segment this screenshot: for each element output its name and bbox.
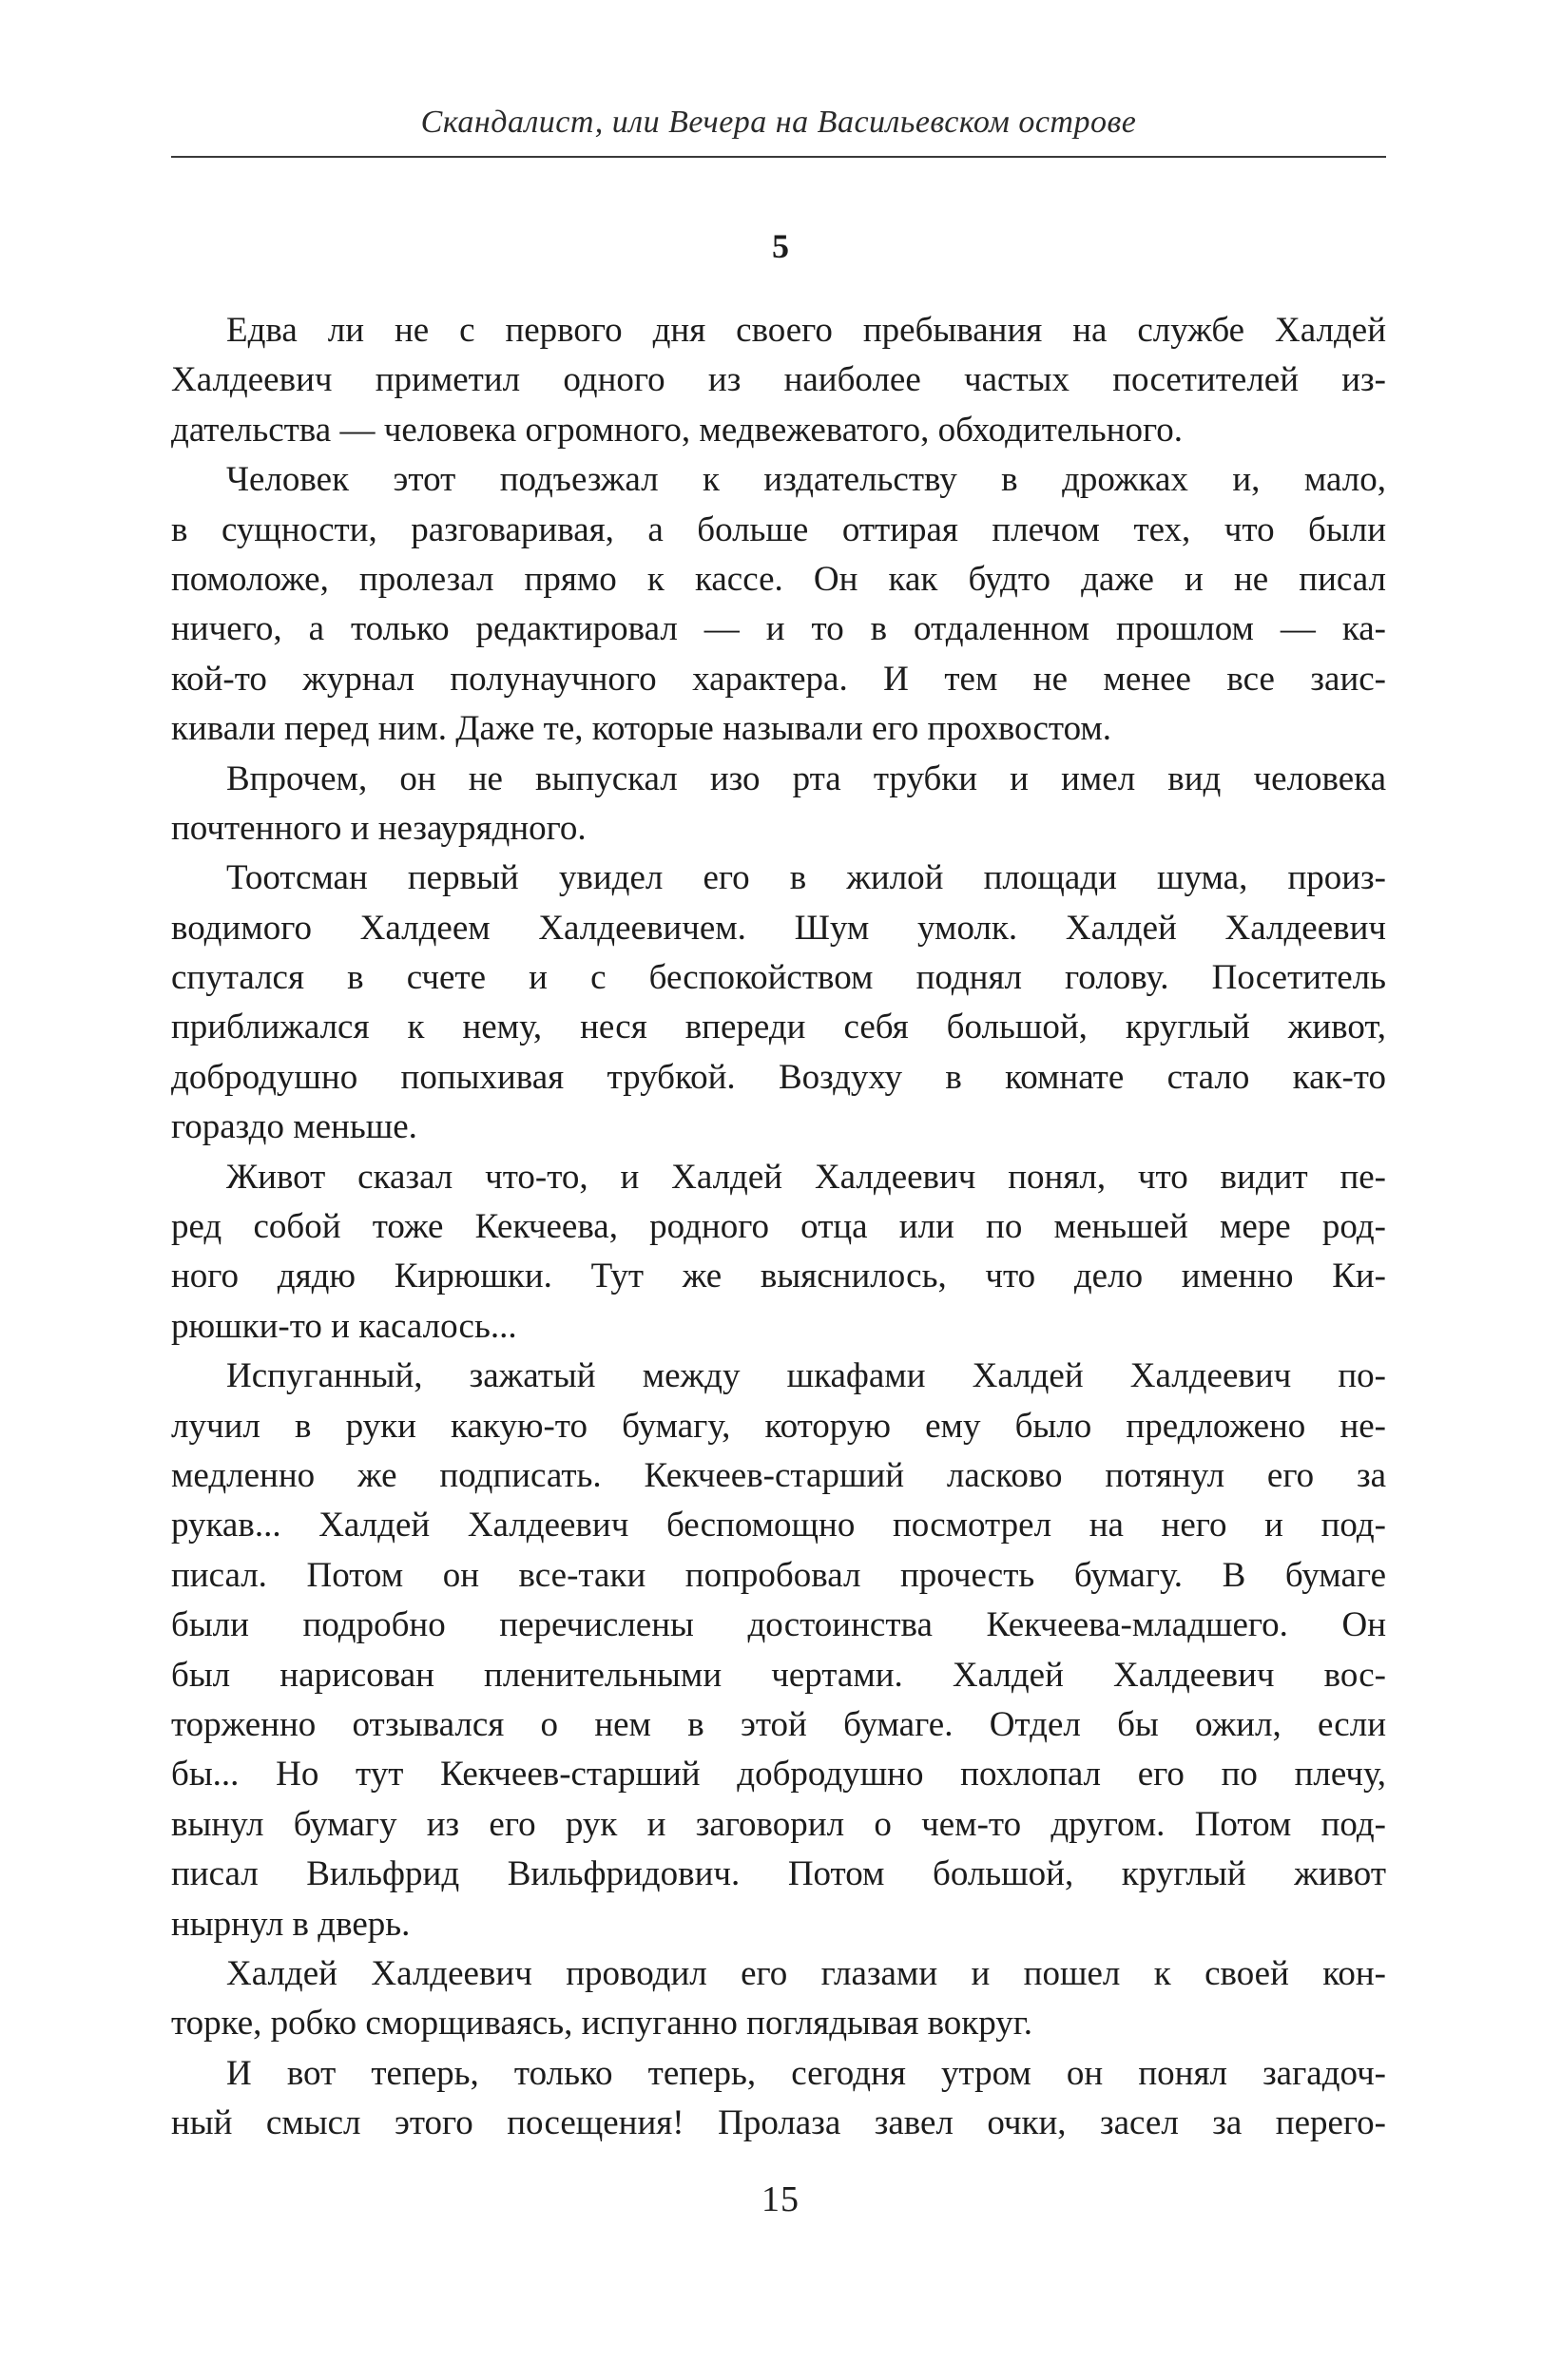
text-line: были подробно перечислены достоинства Кекчеева-младшего. Он [171,1605,1386,1645]
text-line: добродушно попыхивая трубкой. Воздуху в комнате стало как-то [171,1057,1386,1097]
text-line: спутался в счете и с беспокойством поднял голову. Посетитель [171,958,1386,998]
text-line: бы... Но тут Кекчеев-старший добродушно похлопал его по плечу, [171,1755,1386,1795]
running-head: Скандалист, или Вечера на Васильевском острове [420,105,1137,140]
text-line: И вот теперь, только теперь, сегодня утром он понял загадоч- [226,2053,1386,2093]
text-line: гораздо меньше. [171,1107,417,1147]
paragraph [171,306,1386,455]
text-line: ного дядю Кирюшки. Тут же выяснилось, что дело именно Ки- [171,1257,1386,1296]
text-line: ничего, а только редактировал — и то в отдаленном прошлом — ка- [171,609,1386,649]
text-line: кивали перед ним. Даже те, которые называли его прохвостом. [171,709,1112,749]
text-line: Человек этот подъезжал к издательству в дрожках и, мало, [226,460,1386,500]
text-line: кой-то журнал полунаучного характера. И тем не менее все заис- [171,659,1386,699]
text-line: Тоотсман первый увидел его в жилой площади шума, произ- [226,858,1386,898]
text-line: писал. Потом он все-таки попробовал прочесть бумагу. В бумаге [171,1555,1386,1595]
text-line: нырнул в дверь. [171,1904,411,1944]
text-line: рюшки-то и касалось... [171,1306,517,1346]
text-line: водимого Халдеем Халдеевичем. Шум умолк. Халдей Халдеевич [171,908,1386,948]
text-line: в сущности, разговаривая, а больше оттирая плечом тех, что были [171,509,1386,549]
text-line: дательства — человека огромного, медвежеватого, обходительного. [171,410,1183,450]
text-line: вынул бумагу из его рук и заговорил о чем-то другом. Потом под- [171,1804,1386,1844]
text-line: медленно же подписать. Кекчеев-старший ласково потянул его за [171,1455,1386,1495]
text-line: рукав... Халдей Халдеевич беспомощно посмотрел на него и под- [171,1506,1386,1545]
paragraph [171,1352,1386,1949]
text-line: лучил в руки какую-то бумагу, которую ему было предложено не- [171,1406,1386,1446]
text-line: был нарисован пленительными чертами. Халдей Халдеевич вос- [171,1655,1386,1695]
text-line: помоложе, пролезал прямо к кассе. Он как будто даже и не писал [171,559,1386,599]
page-number: 15 [761,2179,800,2219]
text-line: Халдей Халдеевич проводил его глазами и пошел к своей кон- [226,1953,1386,1993]
text-line: торженно отзывался о нем в этой бумаге. Отдел бы ожил, если [171,1704,1386,1744]
paragraph [171,455,1386,754]
paragraph [171,1949,1386,2049]
paragraph [171,755,1386,854]
chapter-number: 5 [772,227,789,265]
text-line: Живот сказал что-то, и Халдей Халдеевич понял, что видит пе- [226,1157,1386,1197]
text-line: Едва ли не с первого дня своего пребывания на службе Халдей [226,311,1386,350]
body-text [171,306,1386,2148]
text-line: торке, робко сморщиваясь, испуганно поглядывая вокруг. [171,2004,1033,2044]
paragraph [171,2049,1386,2149]
text-line: Испуганный, зажатый между шкафами Халдей Халдеевич по- [226,1356,1386,1396]
paragraph [171,1153,1386,1353]
paragraph [171,854,1386,1152]
text-line: ред собой тоже Кекчеева, родного отца или по меньшей мере род- [171,1207,1386,1247]
text-line: Впрочем, он не выпускал изо рта трубки и имел вид человека [226,758,1386,798]
text-line: Халдеевич приметил одного из наиболее частых посетителей из- [171,360,1386,400]
text-line: почтенного и незаурядного. [171,808,587,848]
text-line: ный смысл этого посещения! Пролаза завел очки, засел за перего- [171,2103,1386,2143]
header-rule [171,156,1386,158]
text-line: писал Вильфрид Вильфридович. Потом большой, круглый живот [171,1854,1386,1894]
text-line: приближался к нему, неся впереди себя большой, круглый живот, [171,1008,1386,1047]
